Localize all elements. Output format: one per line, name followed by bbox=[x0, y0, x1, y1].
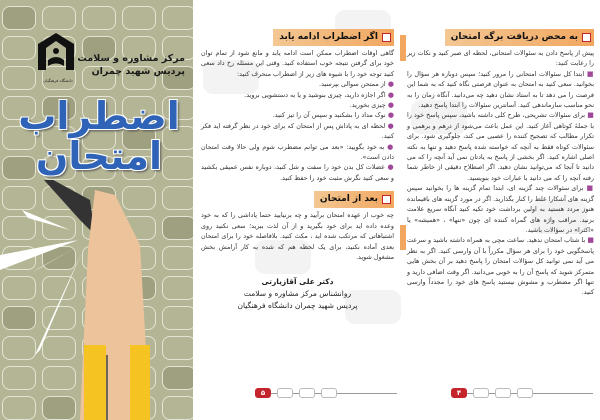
bullet-icon: ● bbox=[384, 142, 394, 151]
square-bullet-icon bbox=[582, 33, 591, 42]
center-line-2: پردیس شهید چمران bbox=[91, 66, 185, 77]
bullet-item bbox=[407, 110, 594, 183]
background-tile bbox=[162, 6, 193, 30]
bullet-icon: ● bbox=[385, 80, 394, 89]
page-indicator bbox=[451, 388, 593, 398]
heading-text: به محض دریافت برگه امتحان bbox=[450, 32, 578, 42]
author-name: دکتر علی آقازیارتی bbox=[261, 277, 334, 287]
signature bbox=[201, 276, 394, 312]
bullet-text: ابتدا کل سئوالات امتحانی را مرور کنید؛ سپس دوباره هر سؤال را بخوانید. سعی کنید به امتحان به عنوان فرصتی نگاه کنید که به شما این فرصت را می دهد تا به استاد نشان دهید چه می‌دانید. آنگاه زمان را به نحو مناسب سازماندهی کنید. آسانترین سئوالات را ابتدا پاسخ دهید. bbox=[407, 69, 594, 110]
receiving-exam-text bbox=[407, 48, 594, 298]
bullet-icon: ● bbox=[385, 101, 394, 110]
title-line-2: امتحان bbox=[35, 134, 163, 178]
bullet-text: برای سئوالات چند گزینه ای، ابتدا تمام گزینه ها را بخوانید سپس گزینه های آشکارا غلط را کنار بگذارید. اگر در مورد گزینه های باقیمانده هنوز مردد هستید به اولین برداشت خود تکیه کنید آنگاه سریع علامت بزنید. مراقب واژه های گمراه کننده ای چون «تنها» ، «همیشه» یا «اکثرا» در سؤالات باشید. bbox=[407, 184, 594, 234]
page-4 bbox=[401, 0, 600, 420]
square-bullet-icon bbox=[382, 195, 391, 204]
bullet-icon: ■ bbox=[584, 69, 594, 78]
orange-tab bbox=[400, 35, 406, 61]
bullet-text: با شتاب امتحان ندهید. ساعت مچی به همراه داشته باشید و سرعت پاسخگویی خود را برای هر سؤال مکرراً با آن وارسی کنید. اگر به نظر می آید نمی توانید کل سؤالات امتحان را پاسخ دهید بر آن بخش هایی متمرکز شوید که پاسخ آن را به خوبی می‌دانید. اگر وقت اضافی دارید و تنها اگر مضطرب و مشوش نیستید پاسخ های خود را مجدداً وارسی کنید. bbox=[407, 236, 594, 297]
bullet-text: به خود بگویید: «بعد می توانم مضطرب شوم ولی حالا وقت امتحان دادن است». bbox=[201, 142, 394, 162]
university-logo-icon bbox=[34, 30, 78, 74]
bullet-text: اگر اجازه دارید، چیزی بنوشید و یا به دستشویی بروید. bbox=[244, 90, 386, 99]
bullet-item bbox=[201, 90, 394, 100]
author-role: روانشناس مرکز مشاوره و سلامت bbox=[243, 289, 352, 299]
bullet-text: لحظه ای به پاداش پس از امتحان که برای خود در نظر گرفته اید فکر کنید. bbox=[201, 121, 394, 141]
bullet-item bbox=[407, 69, 594, 111]
bullet-icon: ● bbox=[385, 90, 394, 99]
intro-paragraph: پیش از پاسخ دادن به سئوالات امتحانی، لحظه ای صبر کنید و نکات زیر را رعایت کنید: bbox=[407, 49, 594, 68]
logo-caption: دانشگاه فرهنگیان bbox=[43, 78, 73, 83]
bullet-icon: ● bbox=[385, 111, 394, 120]
bullet-item bbox=[201, 121, 394, 142]
anxiety-continues-text bbox=[201, 48, 394, 183]
broken-pencil-icon bbox=[0, 180, 193, 420]
page-5-content bbox=[201, 29, 394, 312]
background-tile bbox=[82, 6, 116, 30]
bullet-item bbox=[407, 183, 594, 235]
bullet-item bbox=[201, 162, 394, 183]
after-exam-text: چه خوب از عهده امتحان برآیید و چه برنیایید حتما پاداشی را که به خود وعده داده اید برای خود بگیرید و از آن لذت ببرید؛ سعی نکنید روی اشتباهاتی که مرتکب شده اید ، مکث کنید. بلافاصله خود را برای امتحان بعدی آماده نکنید، برای یک لحظه هم که شده به کار آرامش بخش مشغول شوید. bbox=[201, 211, 394, 261]
bullet-item bbox=[201, 142, 394, 163]
bullet-text: از ممتحن سوالی بپرسید. bbox=[319, 80, 386, 89]
page-5 bbox=[195, 0, 400, 420]
background-tile bbox=[2, 6, 36, 30]
orange-tab bbox=[400, 225, 406, 250]
section-heading-anxiety-continues bbox=[273, 29, 394, 46]
bullet-icon: ● bbox=[385, 121, 394, 130]
page-number: ۵ bbox=[255, 388, 271, 398]
page-indicator bbox=[255, 388, 397, 398]
bullet-text: نوک مداد را بشکنید و سپس آن را تیز کنید. bbox=[272, 111, 386, 120]
bullet-list bbox=[201, 79, 394, 183]
section-heading-after-exam bbox=[314, 191, 394, 208]
bullet-text: چیزی بخورید. bbox=[349, 101, 386, 110]
bullet-list bbox=[407, 69, 594, 298]
author-org: پردیس شهید چمران دانشگاه فرهنگیان bbox=[237, 301, 358, 311]
title-line-1: اضطراب bbox=[18, 94, 180, 138]
bullet-item bbox=[201, 110, 394, 120]
heading-text: بعد از امتحان bbox=[319, 194, 378, 205]
page-number: ۴ bbox=[451, 388, 467, 398]
cover-title bbox=[10, 96, 188, 176]
bullet-item bbox=[407, 235, 594, 297]
square-bullet-icon bbox=[382, 33, 391, 42]
bullet-text: برای سئوالات تشریحی، طرح کلی داشته باشید، سپس پاسخ خود را با جملهٔ کوتاهی آغاز کنید. این عمل باعث می‌شود از درهم و برهمی و تکرار مطالب که تصحیح کننده را عصبی می کند، جلوگیری شود. برای سئوالات کوتاه فقط به آنچه که خواسته شده پاسخ دهید و تنها به نکته اصلی اشاره کنید. اگر بخشی از پاسخ به یادتان نمی آید آنچه را که می دانید تا آنجا که می‌توانید نشان دهید. اگر اصطلاح دقیقی از خاطر شما رفته آنچه را که می دانید با عبارات خود بنویسید. bbox=[407, 111, 594, 182]
background-tile bbox=[42, 6, 76, 30]
page-4-content bbox=[407, 29, 594, 298]
background-tile bbox=[2, 36, 36, 60]
heading-text: اگر اضطراب ادامه یابد bbox=[279, 32, 378, 42]
cover-panel bbox=[0, 0, 193, 420]
bullet-item bbox=[201, 79, 394, 89]
section-heading-receiving-exam bbox=[445, 29, 594, 46]
bullet-text: عضلات کل بدن خود را سفت و شل کنید، دوباره نفس عمیقی بکشید و سعی کنید نگرش مثبت خود را حفظ کنید. bbox=[201, 163, 394, 182]
intro-paragraph: گاهی اوقات اضطراب ممکن است ادامه یابد و مانع شود از تمام توان خود برای گرفتن نتیجه خوب استفاده کنید. وقتی این مسئله رخ داد سعی کنید توجه خود را با شیوه های زیر از اضطراب منحرف کنید: bbox=[201, 49, 394, 78]
center-line-1: مرکز مشاوره و سلامت bbox=[77, 53, 185, 64]
bullet-icon: ● bbox=[384, 163, 394, 172]
bullet-icon: ■ bbox=[583, 184, 594, 193]
background-tile bbox=[122, 6, 156, 30]
bullet-icon: ■ bbox=[585, 236, 594, 245]
bullet-item bbox=[201, 100, 394, 110]
bullet-icon: ■ bbox=[585, 111, 594, 120]
center-name bbox=[75, 52, 185, 78]
